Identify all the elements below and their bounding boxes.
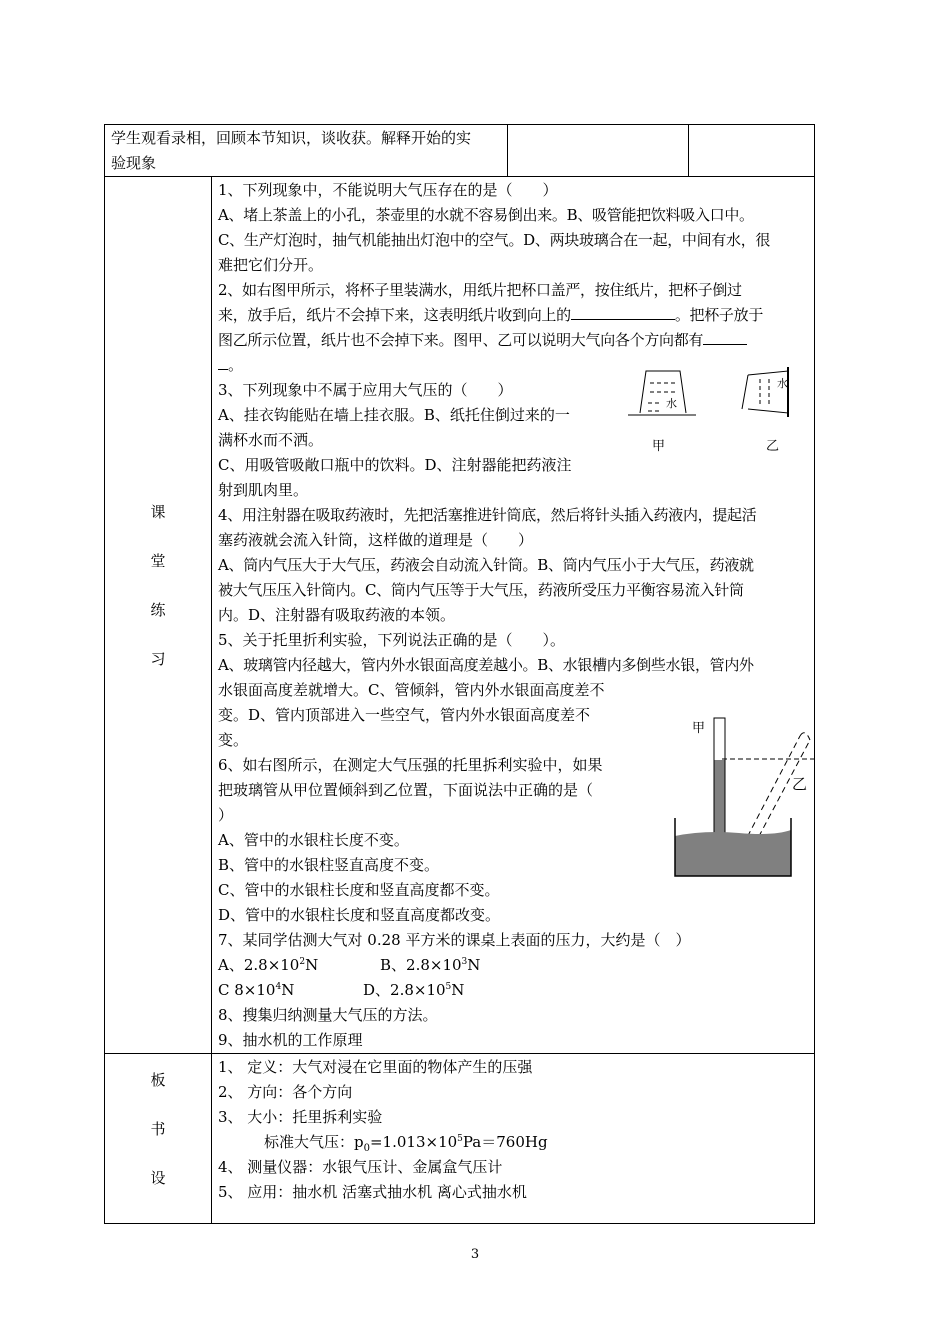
board-label-char: 设 <box>150 1169 166 1187</box>
board-row <box>105 1054 815 1224</box>
q6-option-a: A、管中的水银柱长度不变。 <box>218 831 409 849</box>
q3-options-ab: A、挂衣钩能贴在墙上挂衣服。B、纸托住倒过来的一 <box>218 406 570 424</box>
q6-line-2: 把玻璃管从甲位置倾斜到乙位置，下面说法中正确的是（ <box>218 781 594 799</box>
q4-line-4: 被大气压压入针筒内。C、筒内气压等于大气压，药液所受压力平衡容易流入针筒 <box>218 581 744 599</box>
q2-line-3 <box>212 328 814 353</box>
board-line-definition: 1、 定义：大气对浸在它里面的物体产生的压强 <box>218 1058 533 1076</box>
board-line-applications: 5、 应用：抽水机 活塞式抽水机 离心式抽水机 <box>218 1183 527 1201</box>
page-number: 3 <box>470 1247 480 1262</box>
cup-jia-label: 甲 <box>652 439 666 454</box>
q5-line-1: A、玻璃管内径越大，管内外水银面高度差越小。B、水银槽内多倒些水银，管内外 <box>218 656 754 674</box>
mercury-trough <box>675 818 791 876</box>
std-pressure-unit: Pa＝760Hg <box>462 1133 548 1151</box>
q7-stem: 7、某同学估测大气对 0.28 平方米的课桌上表面的压力，大约是（ ） <box>218 931 691 949</box>
q6-option-b: B、管中的水银柱竖直高度不变。 <box>218 856 440 874</box>
q6-line-1: 6、如右图所示，在测定大气压强的托里拆利实验中，如果 <box>218 756 603 774</box>
q7-options-ab <box>212 953 814 978</box>
q5-line-4: 变。 <box>218 731 249 749</box>
review-line-1: 学生观看录相，回顾本节知识，谈收获。解释开始的实 <box>111 129 472 147</box>
review-cell <box>105 125 508 177</box>
q2-line-2 <box>212 303 814 328</box>
review-row <box>105 125 815 177</box>
board-label-cell <box>105 1054 212 1224</box>
practice-label-char: 习 <box>150 650 166 668</box>
q7-c-base: C 8×10 <box>218 981 276 999</box>
q7-b-exp: 3 <box>461 957 468 967</box>
q6-option-d: D、管中的水银柱长度和竖直高度都改变。 <box>218 906 501 924</box>
practice-content-cell <box>212 177 815 1054</box>
cup-yi-water-label: 水 <box>777 377 788 390</box>
board-line-direction: 2、 方向：各个方向 <box>218 1083 353 1101</box>
empty-cell-1 <box>508 125 689 177</box>
cup-jia <box>628 371 696 415</box>
q7-a-exp: 2 <box>299 957 306 967</box>
cup-yi <box>742 367 788 417</box>
blank-underline <box>571 303 675 320</box>
board-label-char: 书 <box>150 1120 166 1138</box>
q4-line-1: 4、用注射器在吸取药液时，先把活塞推进针筒底，然后将针头插入药液内，提起活 <box>218 506 757 524</box>
board-line-standard-pressure <box>212 1130 814 1155</box>
q3-stem: 3、下列现象中不属于应用大气压的（ ） <box>218 381 513 399</box>
q6-option-c: C、管中的水银柱长度和竖直高度都不变。 <box>218 881 500 899</box>
q7-c-unit: N <box>281 981 295 999</box>
blank-underline <box>703 328 747 345</box>
practice-label-char: 课 <box>150 503 166 521</box>
q7-b-base: B、2.8×10 <box>380 956 462 974</box>
q7-d-unit: N <box>451 981 465 999</box>
q8: 8、搜集归纳测量大气压的方法。 <box>218 1006 438 1024</box>
tube-jia-label: 甲 <box>692 721 706 736</box>
q7-option-d <box>363 981 464 999</box>
q4-line-3: A、筒内气压大于大气压，药液会自动流入针筒。B、筒内气压小于大气压，药液就 <box>218 556 754 574</box>
mercury-pool <box>675 830 791 876</box>
q7-a-unit: N <box>305 956 319 974</box>
q1-options-ab: A、堵上茶盖上的小孔，茶壶里的水就不容易倒出来。B、吸管能把饮料吸入口中。 <box>218 206 754 224</box>
q7-a-base: A、2.8×10 <box>218 956 300 974</box>
q2-line-2-text: 来，放手后，纸片不会掉下来，这表明纸片收到向上的 <box>218 306 571 324</box>
practice-label-char: 堂 <box>150 552 166 570</box>
cup-jia-water-label: 水 <box>666 397 677 410</box>
q2-line-2-end: 。把杯子放于 <box>674 306 764 324</box>
lesson-table <box>104 124 815 1224</box>
std-pressure-exp: 5 <box>457 1134 463 1144</box>
q3-options-cd-cont: 射到肌肉里。 <box>218 481 309 499</box>
q5-line-3: 变。D、管内顶部进入一些空气，管内外水银面高度差不 <box>218 706 591 724</box>
q9: 9、抽水机的工作原理 <box>218 1031 363 1049</box>
q1-options-cd-cont: 难把它们分开。 <box>218 256 324 274</box>
q7-option-c <box>218 978 363 1003</box>
q1-stem: 1、下列现象中，不能说明大气压存在的是（ ） <box>218 181 558 199</box>
q6-line-3: ） <box>218 806 234 824</box>
practice-label-cell <box>105 177 212 1054</box>
q3-options-ab-cont: 满杯水而不洒。 <box>218 431 324 449</box>
board-label-char: 板 <box>150 1071 166 1089</box>
std-pressure-label: 标准大气压：p <box>264 1133 364 1151</box>
q3-options-cd: C、用吸管吸敞口瓶中的饮料。D、注射器能把药液注 <box>218 456 572 474</box>
torricelli-figure <box>664 702 816 892</box>
board-line-instruments: 4、 测量仪器：水银气压计、金属盒气压计 <box>218 1158 503 1176</box>
board-line-magnitude: 3、 大小：托里拆利实验 <box>218 1108 383 1126</box>
cup-figure <box>620 365 820 463</box>
q5-line-2: 水银面高度差就增大。C、管倾斜，管内外水银面高度差不 <box>218 681 605 699</box>
q2-line-1: 2、如右图甲所示，将杯子里装满水，用纸片把杯口盖严，按住纸片，把杯子倒过 <box>218 281 742 299</box>
q2-line-4-end: 。 <box>228 356 244 374</box>
practice-row <box>105 177 815 1054</box>
q7-b-unit: N <box>467 956 481 974</box>
board-content-cell <box>212 1054 815 1224</box>
q7-d-base: D、2.8×10 <box>363 981 446 999</box>
empty-cell-2 <box>689 125 815 177</box>
q2-line-3-text: 图乙所示位置，纸片也不会掉下来。图甲、乙可以说明大气向各个方向都有 <box>218 331 704 349</box>
tube-yi-label: 乙 <box>792 775 808 793</box>
blank-underline <box>218 353 228 370</box>
q5-stem: 5、关于托里折利实验，下列说法正确的是（ ）。 <box>218 631 566 649</box>
q7-options-cd <box>212 978 814 1003</box>
q4-line-2: 塞药液就会流入针筒，这样做的道理是（ ） <box>218 531 534 549</box>
review-line-2: 验现象 <box>111 154 157 172</box>
q4-line-5: 内。D、注射器有吸取药液的本领。 <box>218 606 456 624</box>
practice-label-char: 练 <box>150 601 166 619</box>
q7-c-exp: 4 <box>275 982 282 992</box>
std-pressure-sub: 0 <box>363 1143 370 1154</box>
q7-option-a <box>218 953 380 978</box>
q1-options-cd: C、生产灯泡时，抽气机能抽出灯泡中的空气。D、两块玻璃合在一起，中间有水，很 <box>218 231 771 249</box>
std-pressure-value: =1.013×10 <box>369 1133 458 1151</box>
q7-option-b <box>380 956 480 974</box>
q7-d-exp: 5 <box>445 982 452 992</box>
cup-yi-label: 乙 <box>766 439 780 454</box>
